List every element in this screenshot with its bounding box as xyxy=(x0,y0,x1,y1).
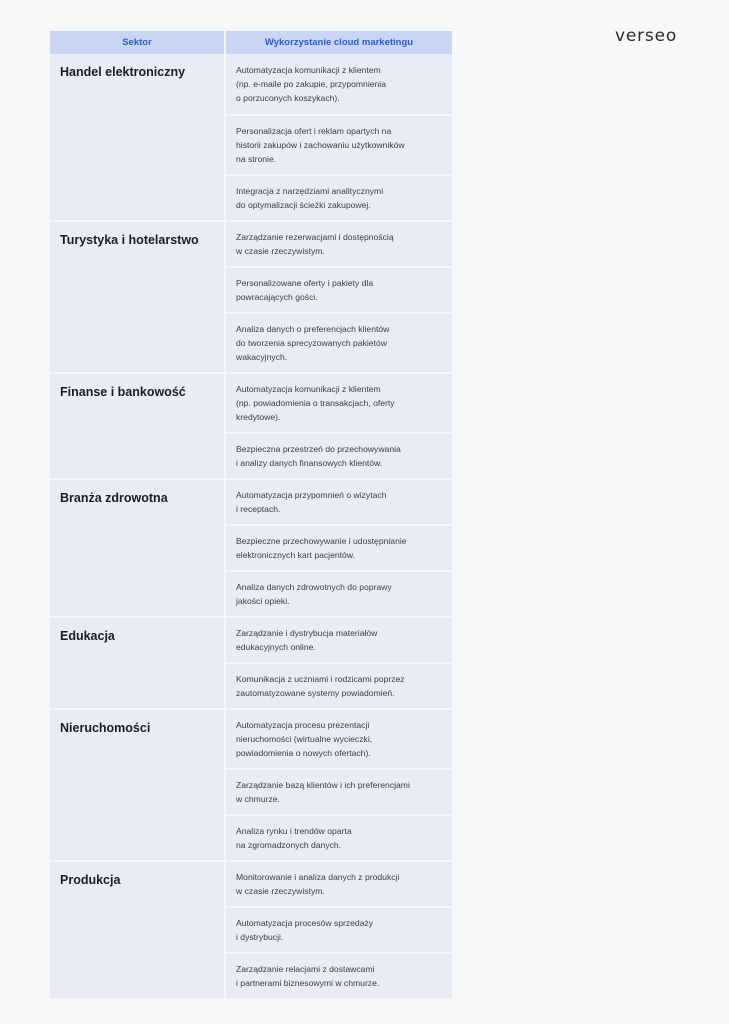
verseo-logo: verseo xyxy=(615,26,678,46)
usage-cell xyxy=(226,222,452,268)
usage-cell xyxy=(226,314,452,374)
table-row xyxy=(50,710,452,770)
sector-cell xyxy=(50,54,226,222)
usage-cell xyxy=(226,268,452,314)
table-row xyxy=(50,222,452,268)
usage-text: Automatyzacja procesów sprzedaży i dystrybucji. xyxy=(236,918,374,942)
usage-cell xyxy=(226,862,452,908)
sector-name: Handel elektroniczny xyxy=(60,65,186,79)
header-usage: Wykorzystanie cloud marketingu xyxy=(226,31,452,54)
usage-text: Zarządzanie relacjami z dostawcami i partnerami biznesowymi w chmurze. xyxy=(236,964,380,988)
usage-cell xyxy=(226,710,452,770)
usage-text: Analiza danych o preferencjach klientów do tworzenia sprecyzowanych pakietów wakacyjnych. xyxy=(236,324,390,362)
usage-text: Automatyzacja komunikacji z klientem (np. powiadomienia o transakcjach, oferty kredytowe). xyxy=(236,384,395,422)
usage-cell xyxy=(226,954,452,1000)
table-row xyxy=(50,862,452,908)
usage-cell xyxy=(226,664,452,710)
usage-text: Bezpieczna przestrzeń do przechowywania i analizy danych finansowych klientów. xyxy=(236,444,401,468)
usage-text: Analiza danych zdrowotnych do poprawy jakości opieki. xyxy=(236,582,392,606)
sector-name: Turystyka i hotelarstwo xyxy=(60,233,199,247)
sector-name: Finanse i bankowość xyxy=(60,385,186,399)
usage-text: Zarządzanie i dystrybucja materiałów edukacyjnych online. xyxy=(236,628,378,652)
usage-text: Automatyzacja przypomnień o wizytach i receptach. xyxy=(236,490,387,514)
usage-cell xyxy=(226,54,452,116)
usage-text: Zarządzanie rezerwacjami i dostępnością w czasie rzeczywistym. xyxy=(236,232,394,256)
usage-text: Personalizacja ofert i reklam opartych na historii zakupów i zachowaniu użytkowników na stronie. xyxy=(236,126,405,164)
table-header-row xyxy=(50,31,452,54)
usage-text: Bezpieczne przechowywanie i udostępnianie elektronicznych kart pacjentów. xyxy=(236,536,407,560)
usage-cell xyxy=(226,770,452,816)
usage-cell xyxy=(226,116,452,176)
header-sector: Sektor xyxy=(50,31,226,54)
table-row xyxy=(50,374,452,434)
table-row xyxy=(50,54,452,116)
usage-text: Automatyzacja komunikacji z klientem (np. e-maile po zakupie, przypomnienia o porzuconych koszykach). xyxy=(236,65,386,103)
sector-cell xyxy=(50,710,226,862)
sector-cell xyxy=(50,480,226,618)
usage-text: Automatyzacja procesu prezentacji nieruchomości (wirtualne wycieczki, powiadomienia o nowych ofertach). xyxy=(236,720,373,758)
usage-cell xyxy=(226,374,452,434)
table-row xyxy=(50,618,452,664)
sector-name: Nieruchomości xyxy=(60,721,151,735)
table-body xyxy=(50,54,452,1000)
sector-cell xyxy=(50,618,226,710)
sector-table xyxy=(50,31,452,1000)
usage-text: Komunikacja z uczniami i rodzicami poprzez zautomatyzowane systemy powiadomień. xyxy=(236,674,405,698)
sector-cell xyxy=(50,374,226,480)
usage-text: Monitorowanie i analiza danych z produkcji w czasie rzeczywistym. xyxy=(236,872,400,896)
usage-cell xyxy=(226,908,452,954)
usage-cell xyxy=(226,618,452,664)
sector-name: Edukacja xyxy=(60,629,115,643)
usage-text: Personalizowane oferty i pakiety dla powracających gości. xyxy=(236,278,374,302)
usage-cell xyxy=(226,572,452,618)
usage-text: Analiza rynku i trendów oparta na zgromadzonych danych. xyxy=(236,826,352,850)
usage-cell xyxy=(226,176,452,222)
usage-cell xyxy=(226,526,452,572)
sector-cell xyxy=(50,222,226,374)
usage-text: Zarządzanie bazą klientów i ich preferencjami w chmurze. xyxy=(236,780,410,804)
usage-cell xyxy=(226,816,452,862)
sector-name: Branża zdrowotna xyxy=(60,491,168,505)
usage-cell xyxy=(226,434,452,480)
sector-cell xyxy=(50,862,226,1000)
usage-text: Integracja z narzędziami analitycznymi do optymalizacji ścieżki zakupowej. xyxy=(236,186,384,210)
usage-cell xyxy=(226,480,452,526)
table-row xyxy=(50,480,452,526)
sector-name: Produkcja xyxy=(60,873,121,887)
